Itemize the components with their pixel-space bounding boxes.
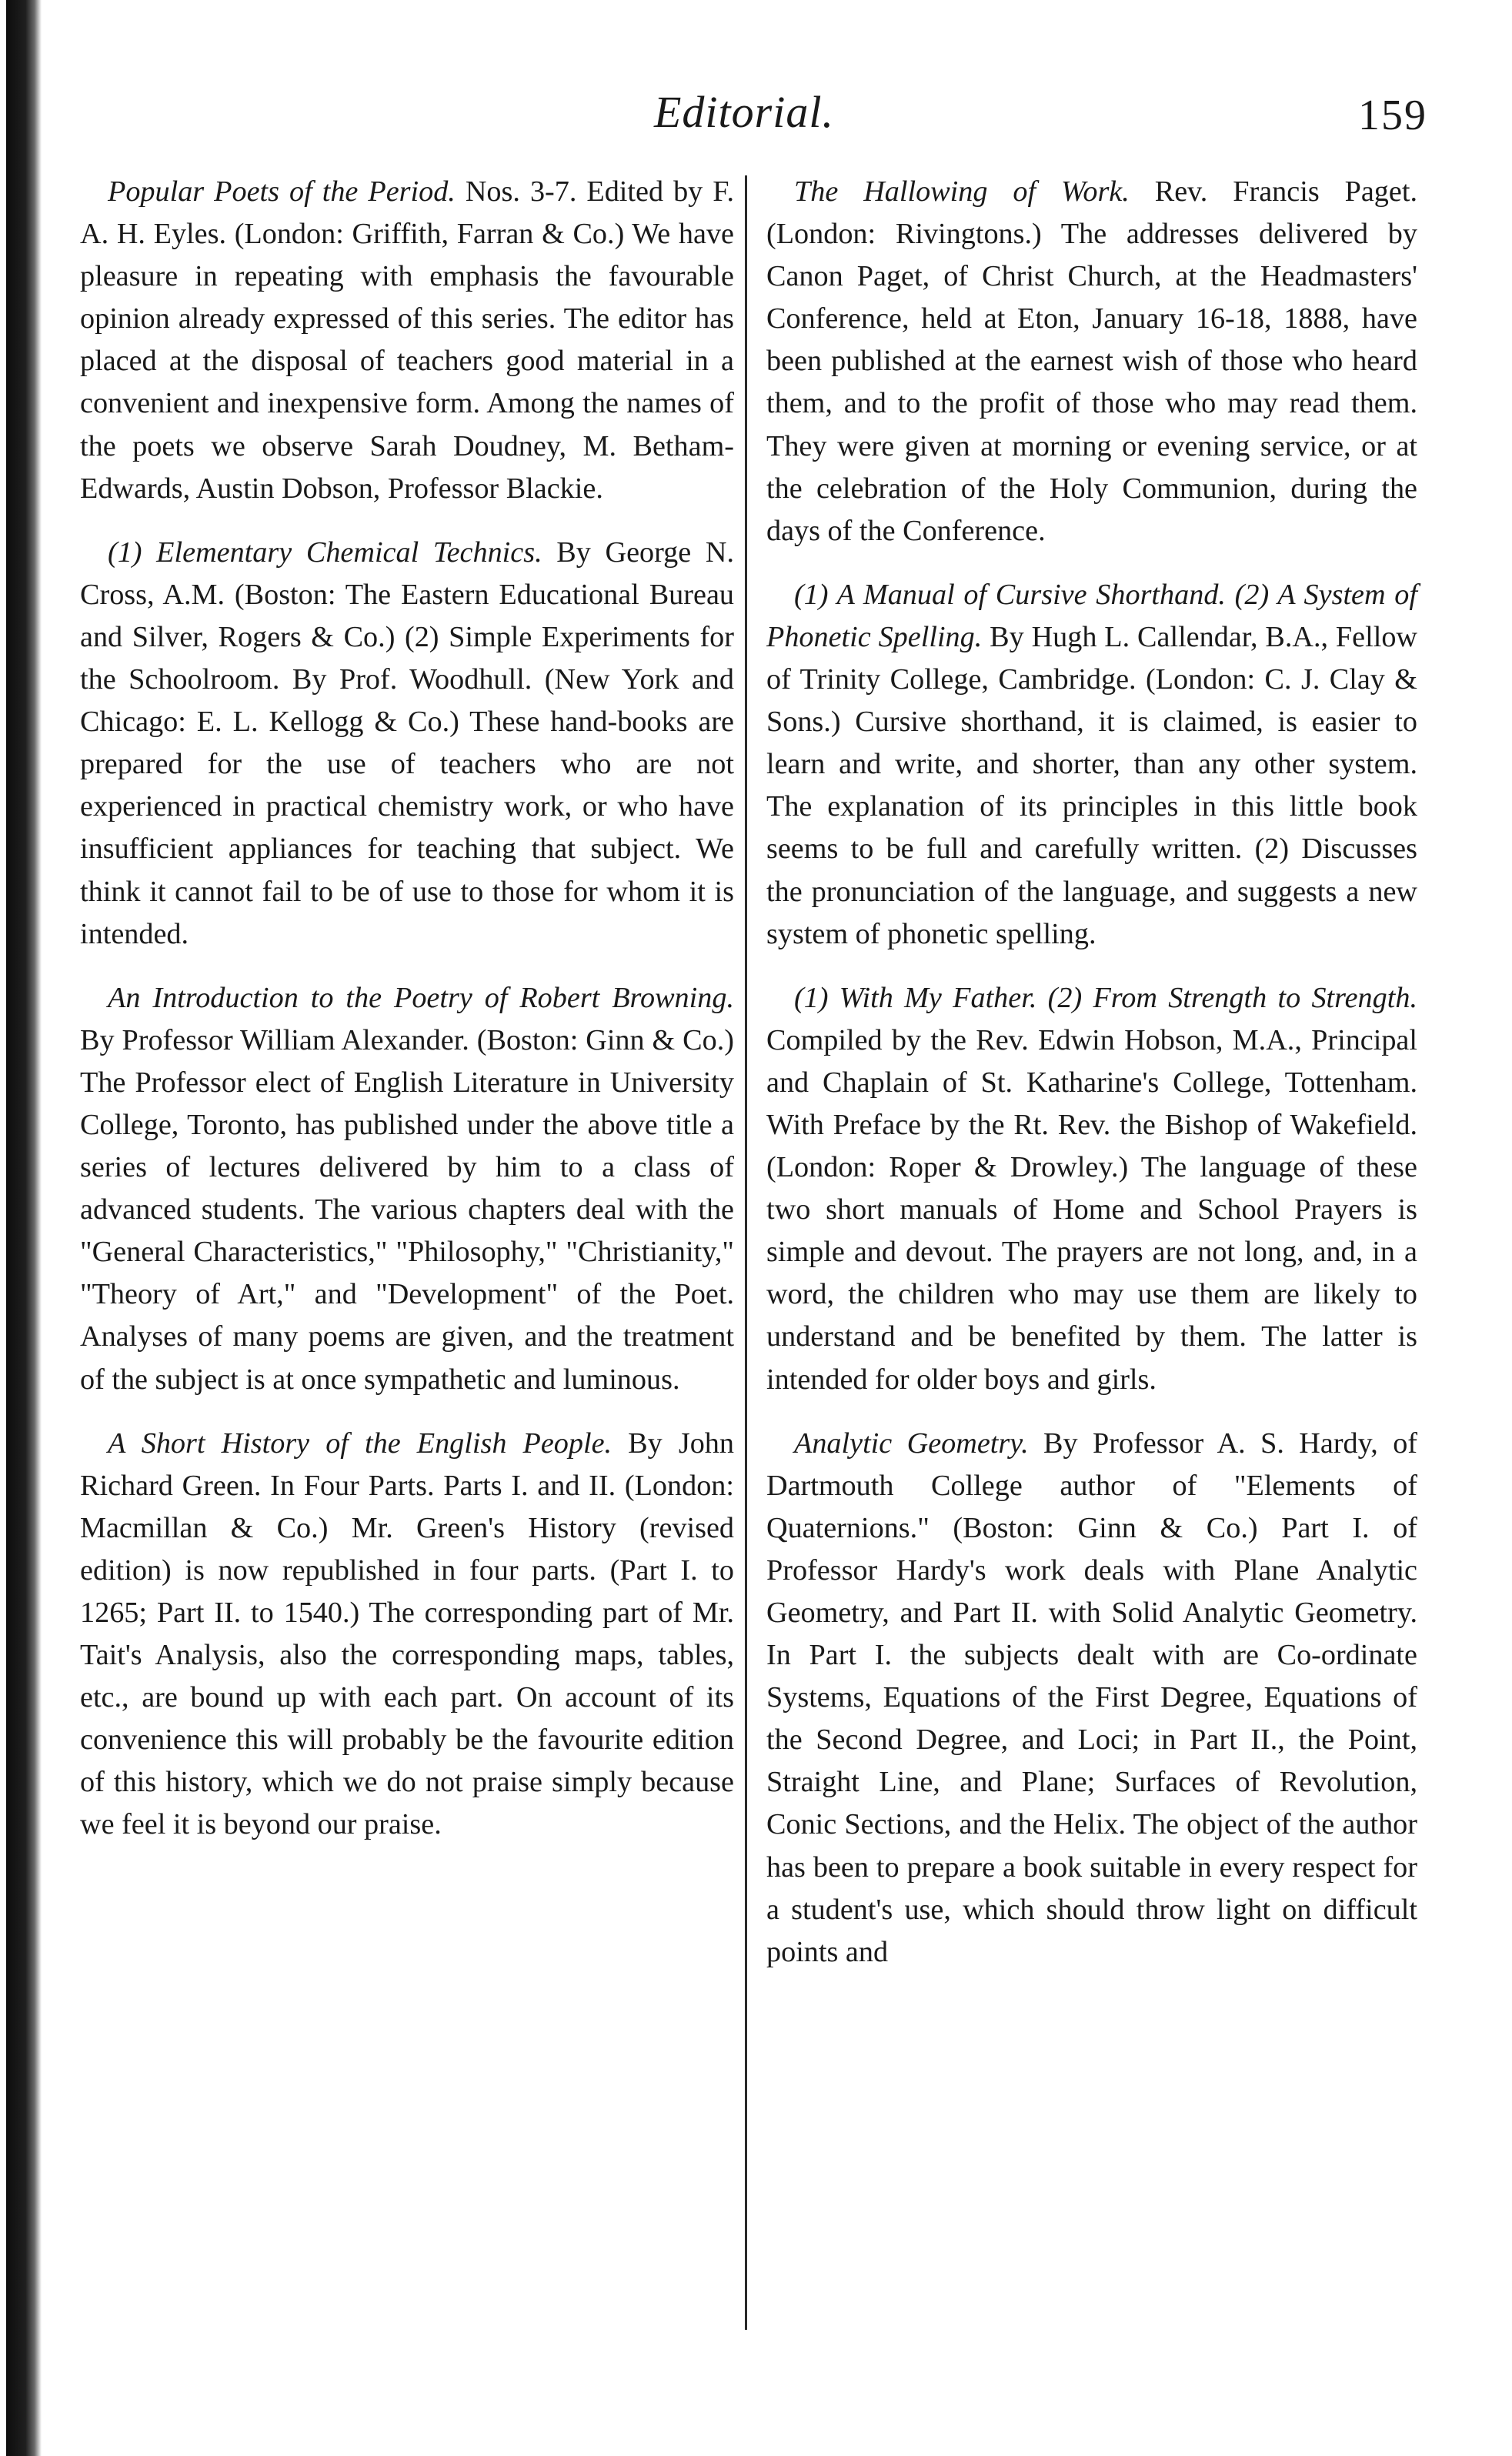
review-body: By George N. Cross, A.M. (Boston: The Eastern Educational Bureau and Silver, Rogers & Co.) (2) Simple Experiments for the Schoolroom. By Prof. Woodhull. (New York and Chicago: E. L. Kellogg & Co.) These hand-books are prepared for the use of teachers who are not experienced in practical chemistry work, or who have insufficient appliances for teaching that subject. We think it cannot fail to be of use to those for whom it is intended.	[80, 536, 734, 950]
review-body: Nos. 3-7. Edited by F. A. H. Eyles. (London: Griffith, Farran & Co.) We have pleasure in repeating with emphasis the favourable opinion already expressed of this series. The editor has placed at the disposal of teachers good material in a convenient and inexpensive form. Among the names of the poets we observe Sarah Doudney, M. Betham-Edwards, Austin Dobson, Professor Blackie.	[80, 175, 734, 505]
review-entry	[80, 171, 734, 510]
review-body: By John Richard Green. In Four Parts. Parts I. and II. (London: Macmillan & Co.) Mr. Green's History (revised edition) is now republished in four parts. (Part I. to 1265; Part II. to 1540.) The corresponding part of Mr. Tait's Analysis, also the corresponding maps, tables, etc., are bound up with each part. On account of its convenience this will probably be the favourite edition of this history, which we do not praise simply because we feel it is beyond our praise.	[80, 1427, 734, 1841]
review-body: By Professor William Alexander. (Boston: Ginn & Co.) The Professor elect of English Literature in University College, Toronto, has published under the above title a series of lectures delivered by him to a class of advanced students. The various chapters deal with the "General Characteristics," "Philosophy," "Christianity," "Theory of Art," and "Development" of the Poet. Analyses of many poems are given, and the treatment of the subject is at once sympathetic and luminous.	[80, 1023, 734, 1396]
running-title: Editorial.	[654, 87, 834, 137]
review-title: (1) With My Father. (2) From Strength to Strength.	[794, 981, 1417, 1014]
left-column	[80, 171, 734, 1868]
review-title: (1) A Manual of Cursive Shorthand. (2) A System of Phonetic Spelling.	[766, 578, 1417, 653]
right-column	[766, 171, 1417, 1995]
column-divider	[745, 175, 747, 2330]
review-entry	[766, 171, 1417, 552]
review-entry	[80, 532, 734, 956]
review-body: By Hugh L. Callendar, B.A., Fellow of Trinity College, Cambridge. (London: C. J. Clay & Sons.) Cursive shorthand, it is claimed, is easier to learn and write, and shorter, than any other system. The explanation of its principles in this little book seems to be full and carefully written. (2) Discusses the pronunciation of the language, and suggests a new system of phonetic spelling.	[766, 620, 1417, 950]
review-title: Popular Poets of the Period.	[108, 175, 456, 208]
review-body: Rev. Francis Paget. (London: Rivingtons.) The addresses delivered by Canon Paget, of Christ Church, at the Headmasters' Conference, held at Eton, January 16-18, 1888, have been published at the earnest wish of those who heard them, and to the profit of those who may read them. They were given at morning or evening service, or at the celebration of the Holy Communion, during the days of the Conference.	[766, 175, 1418, 547]
review-title: (1) Elementary Chemical Technics.	[108, 536, 542, 569]
page-number: 159	[1358, 92, 1427, 139]
review-title: Analytic Geometry.	[794, 1427, 1029, 1460]
review-title: A Short History of the English People.	[108, 1427, 612, 1460]
review-title: The Hallowing of Work.	[794, 175, 1130, 208]
review-entry	[766, 977, 1417, 1401]
review-entry	[766, 574, 1417, 956]
review-entry	[80, 1423, 734, 1847]
review-title: An Introduction to the Poetry of Robert Browning.	[108, 981, 734, 1014]
review-body: Compiled by the Rev. Edwin Hobson, M.A., Principal and Chaplain of St. Katharine's College, Tottenham. With Preface by the Rt. Rev. the Bishop of Wakefield. (London: Roper & Drowley.) The language of these two short manuals of Home and School Prayers is simple and devout. The prayers are not long, and, in a word, the children who may use them are likely to understand and be benefited by them. The latter is intended for older boys and girls.	[766, 1023, 1417, 1396]
review-entry	[80, 977, 734, 1401]
book-spine-shadow	[6, 0, 42, 2456]
review-body: By Professor A. S. Hardy, of Dartmouth College author of "Elements of Quaternions." (Boston: Ginn & Co.) Part I. of Professor Hardy's work deals with Plane Analytic Geometry, and Part II. with Solid Analytic Geometry. In Part I. the subjects dealt with are Co-ordinate Systems, Equations of the First Degree, Equations of the Second Degree, and Loci; in Part II., the Point, Straight Line, and Plane; Surfaces of Revolution, Conic Sections, and the Helix. The object of the author has been to prepare a book suitable in every respect for a student's use, which should throw light on difficult points and	[766, 1427, 1418, 1968]
page-header	[0, 86, 1512, 148]
review-entry	[766, 1423, 1417, 1974]
